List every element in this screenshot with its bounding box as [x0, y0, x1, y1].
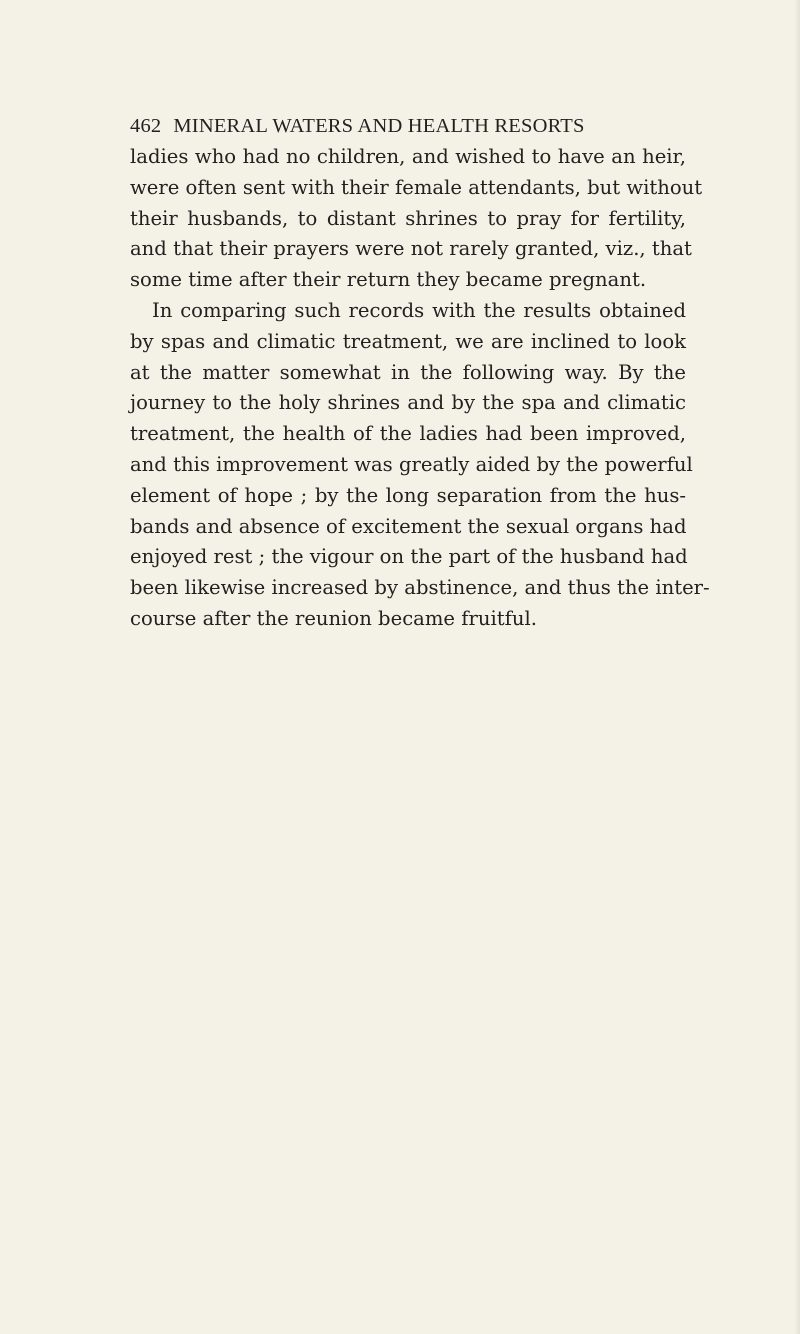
page-edge-shadow [794, 0, 800, 1334]
text-line: enjoyed rest ; the vigour on the part of the husband had [130, 545, 688, 569]
text-line: bands and absence of excitement the sexual organs had [130, 514, 687, 538]
text-line: journey to the holy shrines and by the spa and climatic [130, 391, 686, 415]
text-line: and this improvement was greatly aided by the powerful [130, 452, 693, 476]
text-line: were often sent with their female attendants, but without [130, 175, 703, 199]
text-line: ladies who had no children, and wished to have an heir, [130, 145, 686, 168]
text-line: by spas and climatic treatment, we are inclined to look [130, 329, 686, 353]
running-head [130, 115, 690, 138]
text-line: In comparing such records with the results obtained [152, 298, 686, 322]
text-line: at the matter somewhat in the following way. By the [130, 360, 686, 384]
page-number: 462 [130, 115, 162, 137]
body-text [130, 142, 710, 635]
text-line: been likewise increased by abstinence, and thus the inter- [130, 576, 710, 600]
text-line: and that their prayers were not rarely granted, viz., that [130, 237, 692, 261]
text-line: some time after their return they became pregnant. [130, 268, 647, 292]
running-head-title: MINERAL WATERS AND HEALTH RESORTS [173, 115, 585, 137]
text-line: their husbands, to distant shrines to pray for fertility, [130, 206, 686, 230]
text-line: treatment, the health of the ladies had been improved, [130, 422, 686, 446]
text-line: element of hope ; by the long separation from the hus- [130, 483, 686, 507]
text-line: course after the reunion became fruitful. [130, 606, 538, 630]
